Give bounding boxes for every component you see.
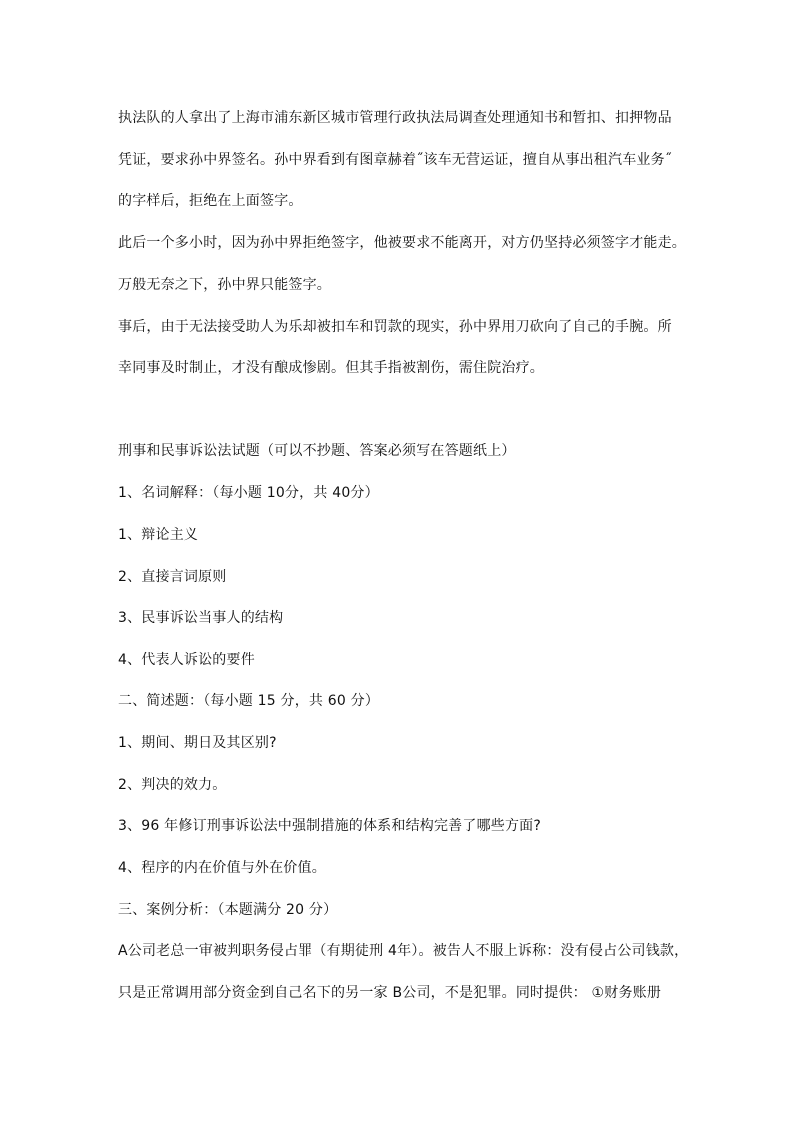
question-item: 3、民事诉讼当事人的结构 [118, 610, 284, 626]
section-heading: 三、案例分析：（本题满分 20 分） [118, 902, 338, 918]
paragraph-line: 的字样后，拒绝在上面签字。 [118, 193, 303, 209]
question-item: 1、期间、期日及其区别? [118, 735, 277, 751]
paragraph-line: 万般无奈之下，孙中界只能签字。 [118, 277, 331, 293]
question-item: 4、程序的内在价值与外在价值。 [118, 860, 326, 876]
paragraph-line: A公司老总一审被判职务侵占罪（有期徒刑 4年）。被告人不服上诉称：没有侵占公司钱款， [118, 943, 689, 959]
section-heading: 1、名词解释：（每小题 10分，共 40分） [118, 485, 379, 501]
question-item: 2、判决的效力。 [118, 777, 227, 793]
question-item: 3、96 年修订刑事诉讼法中强制措施的体系和结构完善了哪些方面? [118, 818, 542, 834]
paragraph-line: 事后，由于无法接受助人为乐却被扣车和罚款的现实，孙中界用刀砍向了自己的手腕。所 [118, 319, 672, 335]
question-item: 4、代表人诉讼的要件 [118, 652, 255, 668]
question-item: 2、直接言词原则 [118, 569, 227, 585]
paragraph-line: 只是正常调用部分资金到自己名下的另一家 B公司，不是犯罪。同时提供： ①财务账册 [118, 985, 662, 1001]
question-item: 1、辩论主义 [118, 527, 199, 543]
paragraph-line: 此后一个多小时，因为孙中界拒绝签字，他被要求不能离开，对方仍坚持必须签字才能走。 [118, 235, 686, 251]
paragraph-line: 幸同事及时制止，才没有酿成惨剧。但其手指被割伤，需住院治疗。 [118, 360, 544, 376]
section-heading: 二、简述题：（每小题 15 分，共 60 分） [118, 693, 380, 709]
paragraph-line: 凭证，要求孙中界签名。孙中界看到有图章赫着˝该车无营运证，擅自从事出租汽车业务˝ [118, 152, 672, 168]
paragraph-line: 执法队的人拿出了上海市浦东新区城市管理行政执法局调查处理通知书和暂扣、扣押物品 [118, 110, 672, 126]
exam-title: 刑事和民事诉讼法试题（可以不抄题、答案必须写在答题纸上） [118, 443, 516, 459]
